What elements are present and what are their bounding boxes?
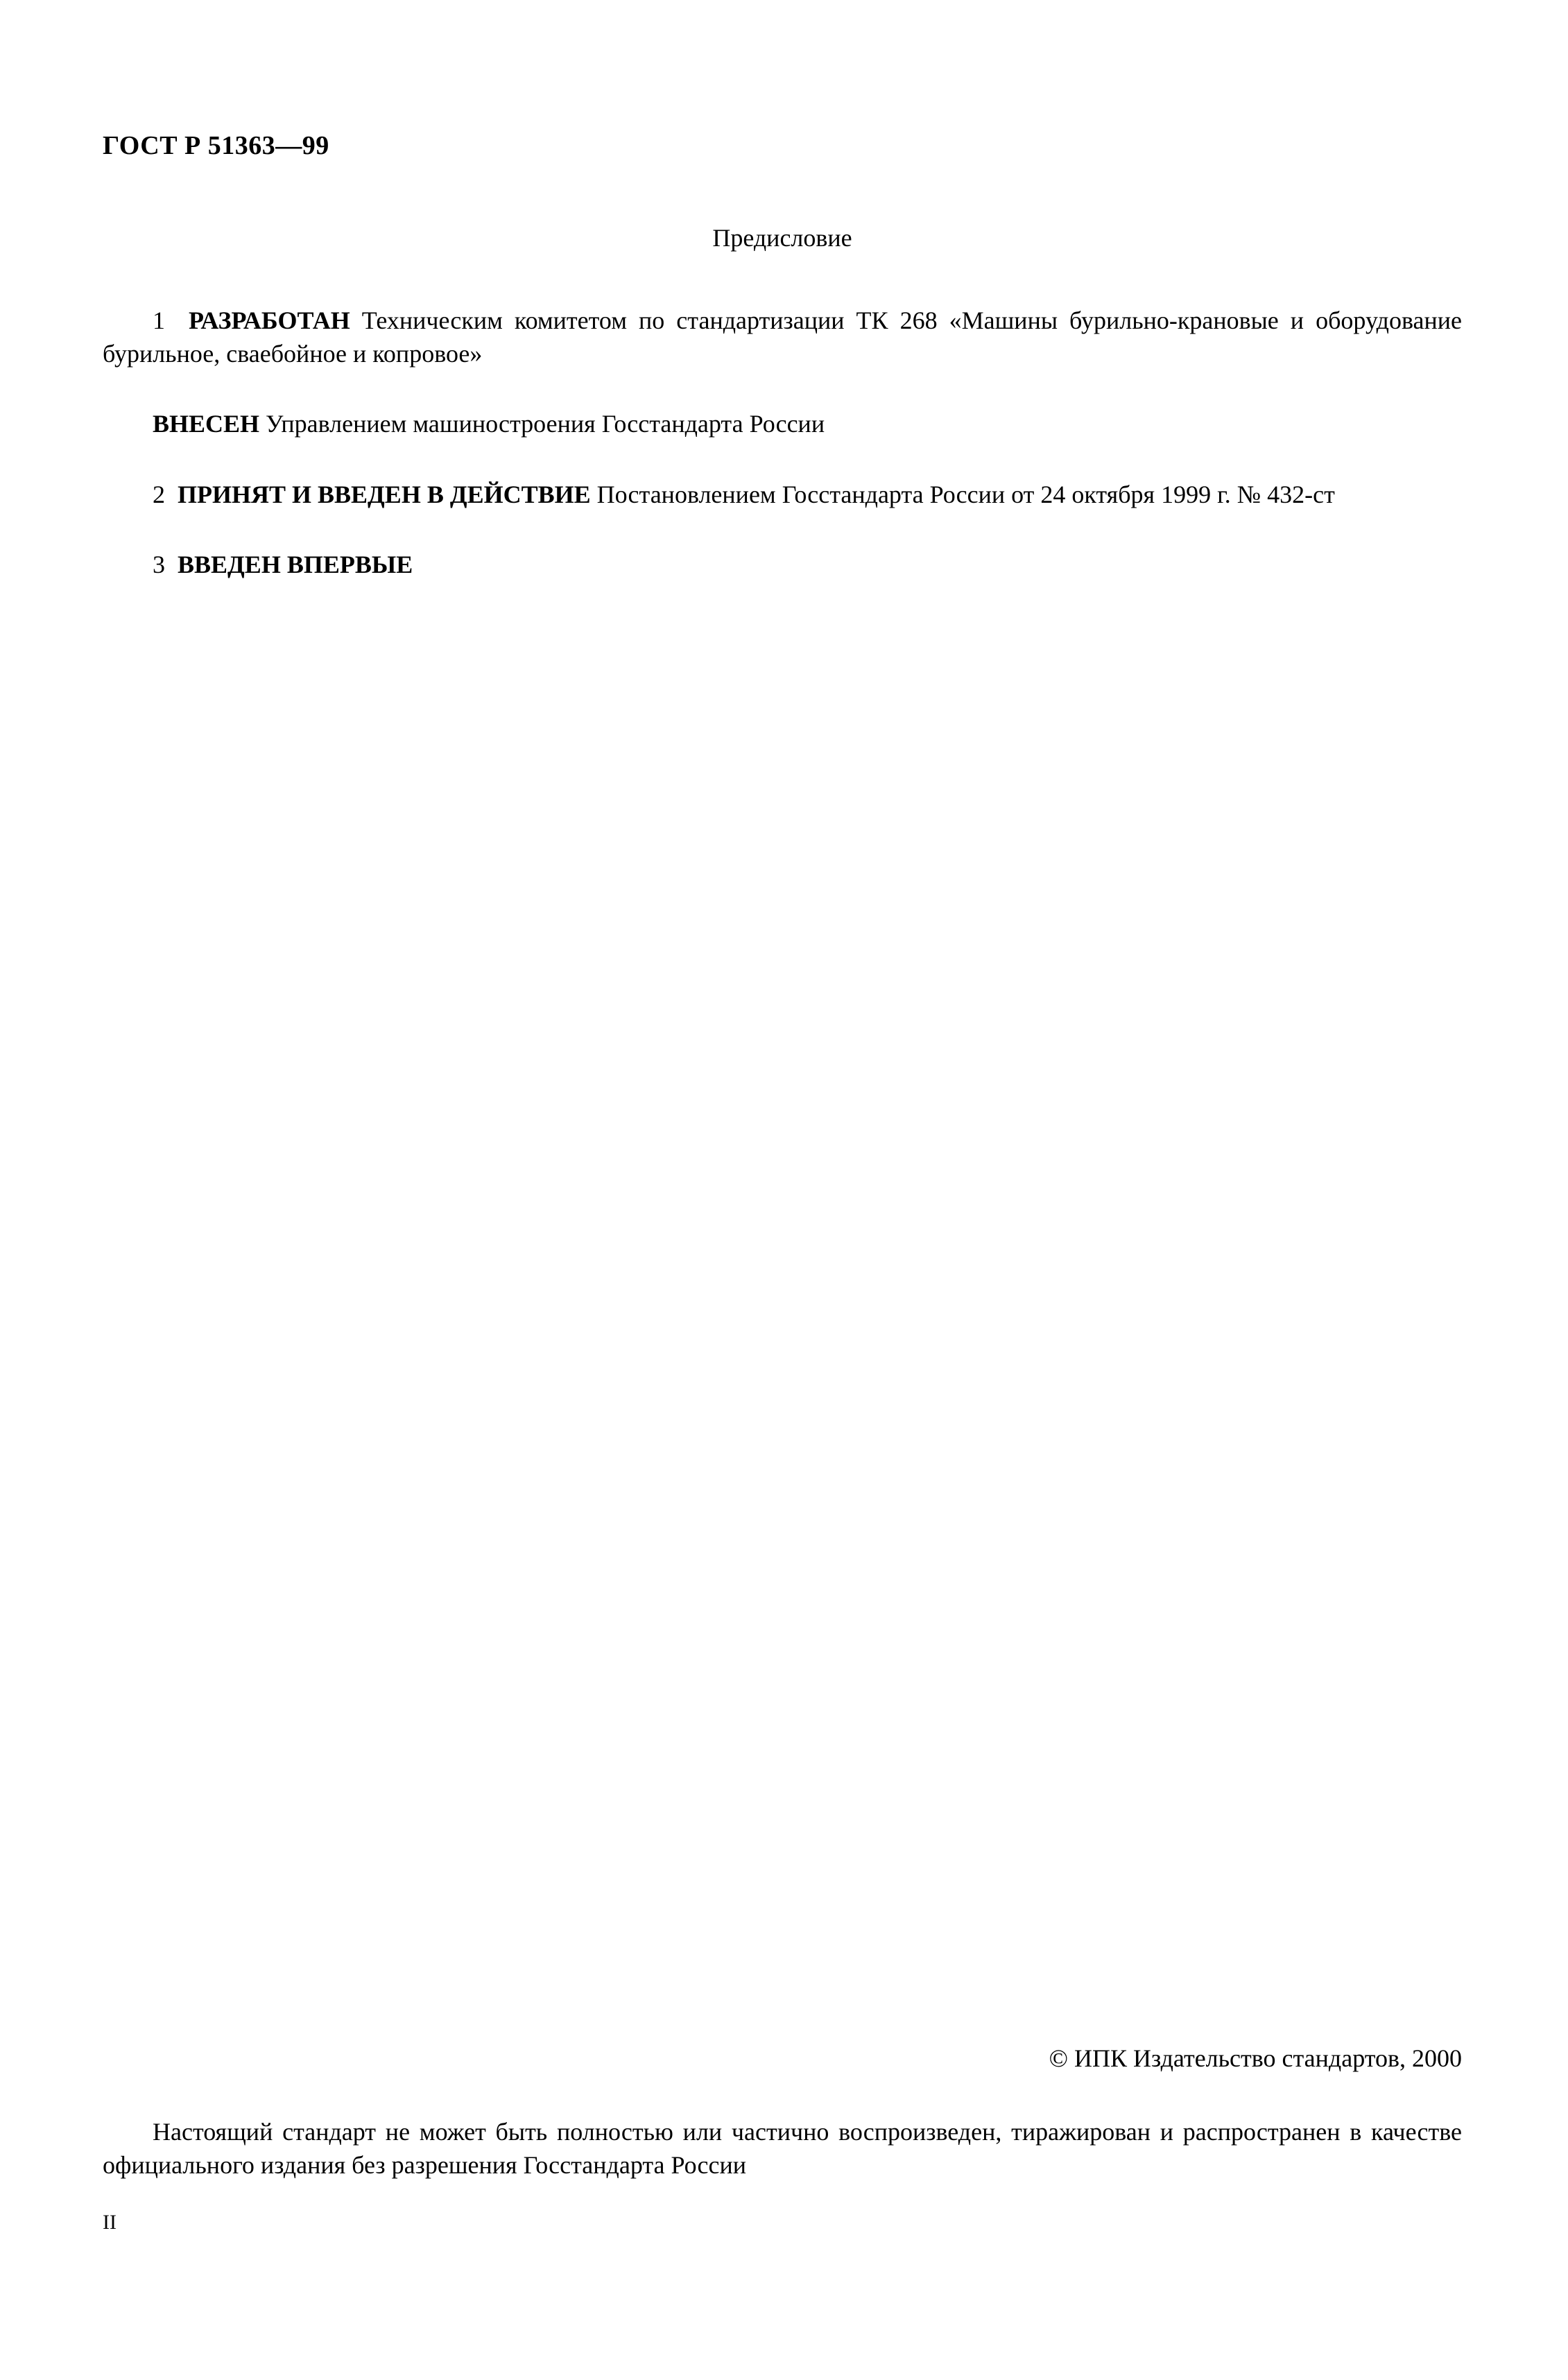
clause-3 <box>103 549 1462 582</box>
clause-1-number: 1 <box>153 306 165 334</box>
clause-1-lead: РАЗРАБОТАН <box>189 306 350 334</box>
page-number: II <box>103 2211 117 2234</box>
clause-3-lead: ВВЕДЕН ВПЕРВЫЕ <box>178 551 413 579</box>
clause-vnesen <box>103 408 1462 441</box>
clause-2-text: Постановлением Госстандарта России от 24 октября 1999 г. № 432-ст <box>596 480 1335 508</box>
clause-vnesen-lead: ВНЕСЕН <box>153 410 260 438</box>
clause-2 <box>103 478 1462 512</box>
clause-1 <box>103 304 1462 370</box>
clause-2-lead: ПРИНЯТ И ВВЕДЕН В ДЕЙСТВИЕ <box>178 480 591 508</box>
clause-3-number: 3 <box>153 551 165 579</box>
standard-number: ГОСТ Р 51363—99 <box>103 131 329 160</box>
section-title-preface: Предисловие <box>712 223 852 252</box>
copyright-line: © ИПК Издательство стандартов, 2000 <box>1049 2044 1462 2072</box>
clause-2-number: 2 <box>153 480 165 508</box>
page-content <box>103 132 1462 582</box>
reproduction-notice: Настоящий стандарт не может быть полностью или частично воспроизведен, тиражирован и распространен в качестве официального издания без разрешения Госстандарта России <box>103 2118 1462 2180</box>
clause-vnesen-text: Управлением машиностроения Госстандарта России <box>266 410 825 438</box>
clause-1-text: Техническим комитетом по стандартизации ТК 268 «Машины бурильно-крановые и оборудование бурильное, сваебойное и копровое» <box>103 306 1463 368</box>
